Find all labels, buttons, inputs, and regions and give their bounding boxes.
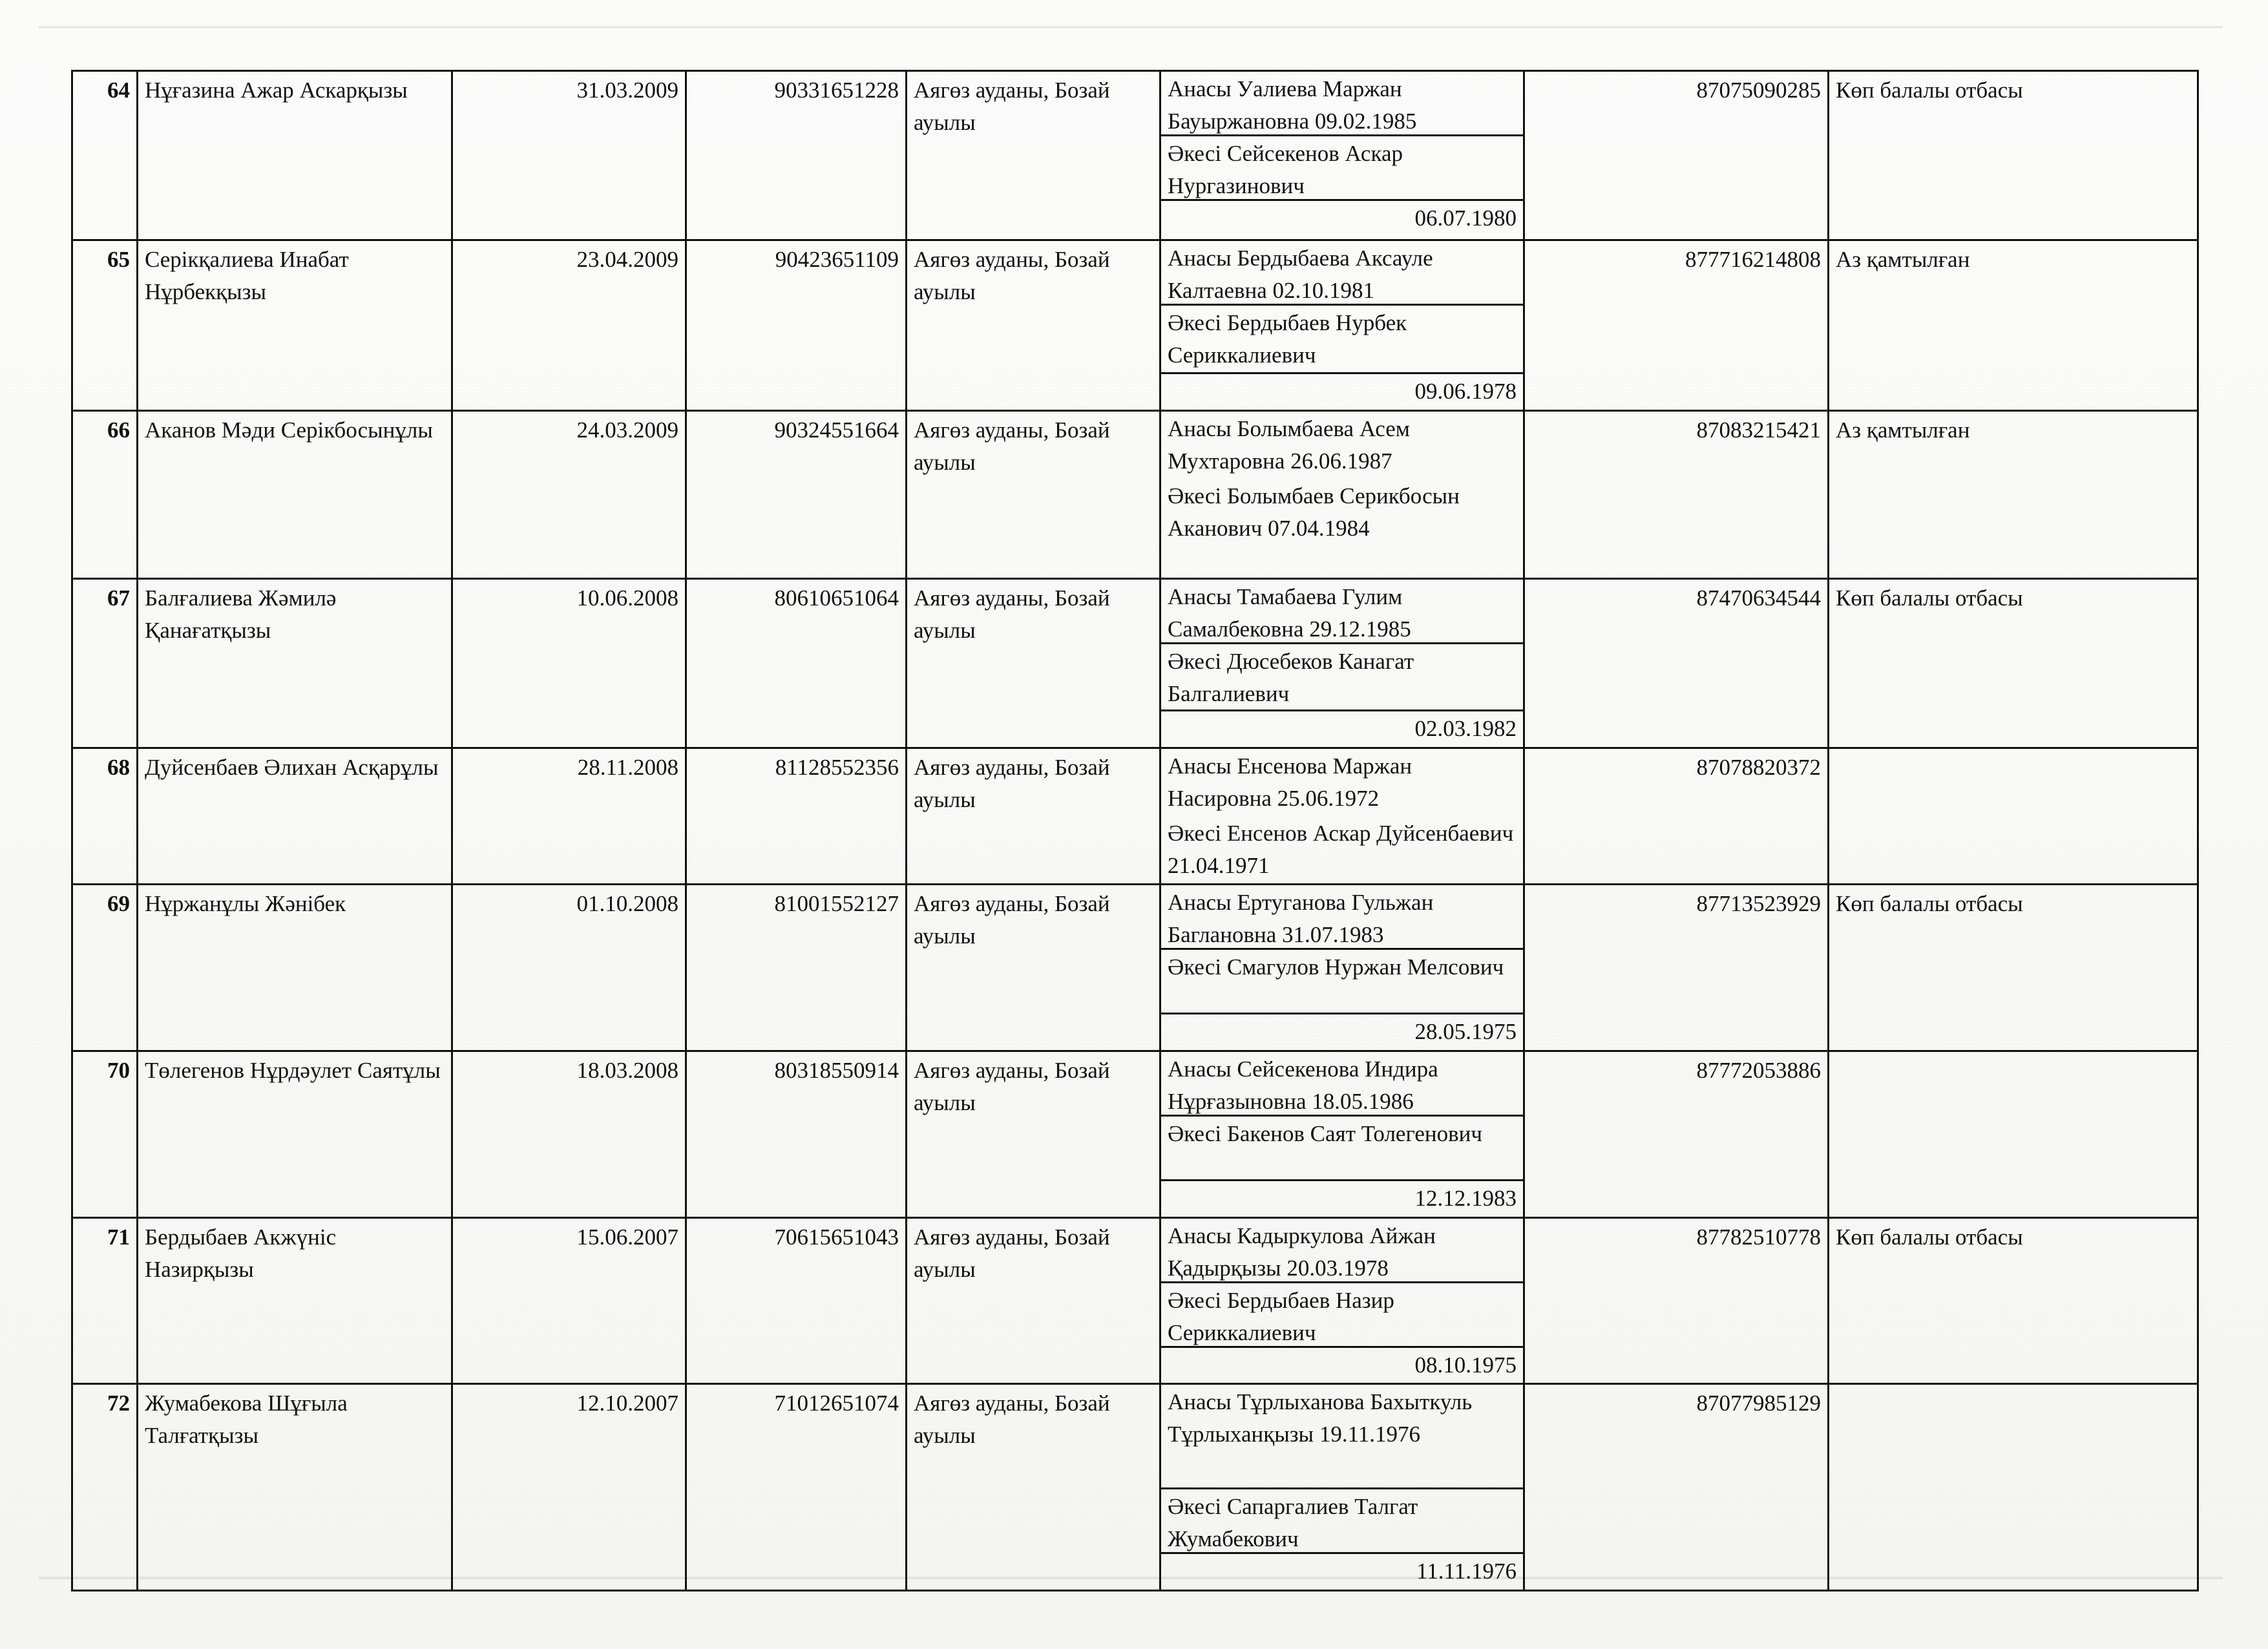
- phone-number: 877716214808: [1524, 240, 1829, 411]
- family-status: Аз қамтылған: [1829, 411, 2198, 579]
- phone-number: 87782510778: [1524, 1218, 1829, 1384]
- student-name: Нұғазина Ажар Аскарқызы: [138, 71, 452, 240]
- father-info: Әкесі Енсенов Аскар Дуйсенбаевич 21.04.1971: [1168, 821, 1514, 878]
- address: Аягөз ауданы, Бозай ауылы: [907, 748, 1160, 885]
- family-status: [1829, 748, 2198, 885]
- student-name: Серікқалиева Инабат Нұрбекқызы: [138, 240, 452, 411]
- row-number: 70: [72, 1051, 138, 1218]
- birth-date: 15.06.2007: [452, 1218, 686, 1384]
- father-info: Әкесі Бердыбаев Нурбек Сериккалиевич: [1161, 306, 1523, 374]
- mother-info: Анасы Уалиева Маржан Бауыржановна 09.02.1985: [1161, 72, 1523, 136]
- student-name: Аканов Мәди Серікбосынұлы: [138, 411, 452, 579]
- phone-number: 87075090285: [1524, 71, 1829, 240]
- phone-number: 87470634544: [1524, 579, 1829, 748]
- father-info: Әкесі Сейсекенов Аскар Нургазинович: [1161, 136, 1523, 201]
- father-birth-date: 08.10.1975: [1414, 1352, 1517, 1378]
- parents-cell: [1160, 885, 1524, 1051]
- student-name: Жумабекова Шұғыла Талғатқызы: [138, 1384, 452, 1591]
- phone-number: 87713523929: [1524, 885, 1829, 1051]
- father-info: Әкесі Смагулов Нуржан Мелсович: [1161, 950, 1523, 1014]
- family-status: Көп балалы отбасы: [1829, 71, 2198, 240]
- phone-number: 87078820372: [1524, 748, 1829, 885]
- birth-date: 28.11.2008: [452, 748, 686, 885]
- parents-cell: [1160, 1218, 1524, 1384]
- table-row: [72, 411, 2198, 579]
- iin-number: 90331651228: [686, 71, 907, 240]
- parents-cell: [1160, 1384, 1524, 1591]
- father-info: Әкесі Бердыбаев Назир Сериккалиевич: [1161, 1283, 1523, 1348]
- family-status: Аз қамтылған: [1829, 240, 2198, 411]
- table-row: [72, 579, 2198, 748]
- student-name: Дуйсенбаев Әлихан Асқарұлы: [138, 748, 452, 885]
- parents-cell: [1160, 240, 1524, 411]
- birth-date: 23.04.2009: [452, 240, 686, 411]
- row-number: 68: [72, 748, 138, 885]
- records-table: [71, 70, 2199, 1591]
- table-row: [72, 1051, 2198, 1218]
- parents-cell: [1160, 1051, 1524, 1218]
- birth-date: 18.03.2008: [452, 1051, 686, 1218]
- row-number: 66: [72, 411, 138, 579]
- mother-info: Анасы Кадыркулова Айжан Қадырқызы 20.03.1978: [1161, 1219, 1523, 1283]
- iin-number: 70615651043: [686, 1218, 907, 1384]
- father-birth-date: 12.12.1983: [1414, 1186, 1517, 1211]
- mother-info: Анасы Болымбаева Асем Мухтаровна 26.06.1987: [1168, 416, 1410, 474]
- family-status: [1829, 1384, 2198, 1591]
- father-info: Әкесі Болымбаев Серикбосын Аканович 07.04.1984: [1168, 483, 1460, 541]
- address: Аягөз ауданы, Бозай ауылы: [907, 1218, 1160, 1384]
- iin-number: 90423651109: [686, 240, 907, 411]
- father-birth-date: 09.06.1978: [1414, 379, 1517, 404]
- table-row: [72, 71, 2198, 240]
- address: Аягөз ауданы, Бозай ауылы: [907, 1384, 1160, 1591]
- table-row: [72, 1218, 2198, 1384]
- iin-number: 81001552127: [686, 885, 907, 1051]
- iin-number: 81128552356: [686, 748, 907, 885]
- address: Аягөз ауданы, Бозай ауылы: [907, 411, 1160, 579]
- father-birth-date: 28.05.1975: [1414, 1019, 1517, 1044]
- father-info: Әкесі Сапаргалиев Талгат Жумабекович: [1161, 1489, 1523, 1554]
- iin-number: 80318550914: [686, 1051, 907, 1218]
- row-number: 64: [72, 71, 138, 240]
- student-name: Бердыбаев Акжүніс Назирқызы: [138, 1218, 452, 1384]
- table-row: [72, 885, 2198, 1051]
- student-name: Төлегенов Нұрдәулет Саятұлы: [138, 1051, 452, 1218]
- iin-number: 80610651064: [686, 579, 907, 748]
- row-number: 71: [72, 1218, 138, 1384]
- phone-number: 87077985129: [1524, 1384, 1829, 1591]
- address: Аягөз ауданы, Бозай ауылы: [907, 71, 1160, 240]
- address: Аягөз ауданы, Бозай ауылы: [907, 579, 1160, 748]
- family-status: Көп балалы отбасы: [1829, 1218, 2198, 1384]
- scan-edge-shadow: [39, 26, 2223, 28]
- family-status: [1829, 1051, 2198, 1218]
- birth-date: 01.10.2008: [452, 885, 686, 1051]
- table-row: [72, 240, 2198, 411]
- address: Аягөз ауданы, Бозай ауылы: [907, 240, 1160, 411]
- row-number: 65: [72, 240, 138, 411]
- family-status: Көп балалы отбасы: [1829, 885, 2198, 1051]
- row-number: 72: [72, 1384, 138, 1591]
- father-info: Әкесі Бакенов Саят Толегенович: [1161, 1117, 1523, 1181]
- address: Аягөз ауданы, Бозай ауылы: [907, 1051, 1160, 1218]
- phone-number: 87083215421: [1524, 411, 1829, 579]
- mother-info: Анасы Енсенова Маржан Насировна 25.06.1972: [1168, 753, 1412, 811]
- birth-date: 12.10.2007: [452, 1384, 686, 1591]
- mother-info: Анасы Тұрлыханова Бахыткуль Тұрлыханқызы 19.11.1976: [1161, 1385, 1523, 1489]
- father-birth-date: 11.11.1976: [1416, 1559, 1517, 1584]
- mother-info: Анасы Сейсекенова Индира Нұрғазыновна 18.05.1986: [1161, 1052, 1523, 1117]
- father-info: Әкесі Дюсебеков Канагат Балгалиевич: [1161, 644, 1523, 711]
- iin-number: 90324551664: [686, 411, 907, 579]
- birth-date: 31.03.2009: [452, 71, 686, 240]
- student-name: Нұржанұлы Жәнібек: [138, 885, 452, 1051]
- student-name: Балғалиева Жәмилә Қанағатқызы: [138, 579, 452, 748]
- parents-cell: [1160, 71, 1524, 240]
- row-number: 69: [72, 885, 138, 1051]
- table-row: [72, 1384, 2198, 1591]
- iin-number: 71012651074: [686, 1384, 907, 1591]
- birth-date: 10.06.2008: [452, 579, 686, 748]
- birth-date: 24.03.2009: [452, 411, 686, 579]
- parents-cell: [1160, 411, 1524, 579]
- mother-info: Анасы Тамабаева Гулим Самалбековна 29.12.1985: [1161, 580, 1523, 644]
- parents-cell: [1160, 748, 1524, 885]
- table-row: [72, 748, 2198, 885]
- father-birth-date: 02.03.1982: [1414, 716, 1517, 741]
- phone-number: 87772053886: [1524, 1051, 1829, 1218]
- mother-info: Анасы Бердыбаева Аксауле Калтаевна 02.10.1981: [1161, 241, 1523, 306]
- parents-cell: [1160, 579, 1524, 748]
- address: Аягөз ауданы, Бозай ауылы: [907, 885, 1160, 1051]
- mother-info: Анасы Ертуганова Гульжан Баглановна 31.07.1983: [1161, 885, 1523, 950]
- row-number: 67: [72, 579, 138, 748]
- family-status: Көп балалы отбасы: [1829, 579, 2198, 748]
- father-birth-date: 06.07.1980: [1414, 205, 1517, 231]
